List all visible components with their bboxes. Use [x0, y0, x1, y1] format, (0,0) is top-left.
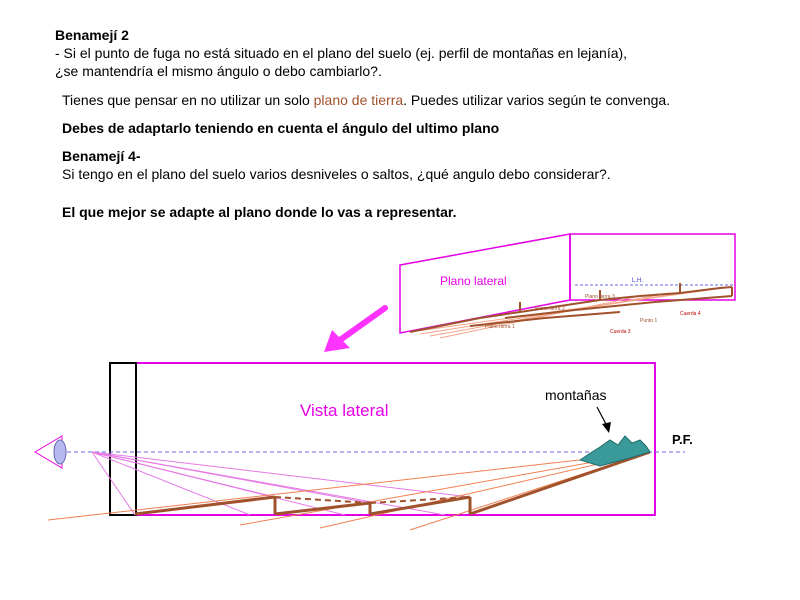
mountains-shape [580, 436, 650, 466]
main-lateral-view [35, 363, 693, 530]
montanas-arrowhead [602, 422, 611, 433]
eye-icon [54, 440, 66, 464]
answer-1-highlight: plano de tierra [313, 92, 404, 108]
pointer-arrow [324, 308, 385, 352]
answer-1b: Debes de adaptarlo teniendo en cuenta el ángulo del ultimo plano [62, 120, 500, 136]
question-1-line-2: ¿se mantendría el mismo ángulo o debo cambiarlo?. [55, 63, 382, 79]
vista-lateral-label: Vista lateral [300, 401, 389, 420]
svg-text:Plano tierra 1: Plano tierra 1 [485, 324, 515, 330]
answer-1-before: Tienes que pensar en no utilizar un solo [62, 92, 314, 108]
title-benameji-2: Benamejí 2 [55, 27, 129, 43]
small-perspective-diagram [400, 234, 735, 338]
stepped-ground [135, 452, 650, 514]
picture-plane [110, 363, 136, 515]
small-lh-label: L.H. [632, 278, 644, 284]
svg-text:Punto 1: Punto 1 [640, 318, 658, 324]
svg-text:Cuerda 3: Cuerda 3 [610, 329, 631, 335]
answer-2: El que mejor se adapte al plano donde lo vas a representar. [62, 204, 457, 220]
svg-text:Plano tierra 3: Plano tierra 3 [585, 294, 615, 300]
svg-text:Plano tierra 2: Plano tierra 2 [535, 306, 565, 312]
svg-text:Cuerda 4: Cuerda 4 [680, 311, 701, 317]
question-1-line-1: - Si el punto de fuga no está situado en el plano del suelo (ej. perfil de montañas en lejanía), [55, 45, 628, 61]
montanas-pointer [597, 407, 607, 426]
title-benameji-4: Benamejí 4- [62, 148, 141, 164]
plano-lateral-label: Plano lateral [440, 274, 507, 288]
pf-label: P.F. [672, 432, 693, 447]
question-2: Si tengo en el plano del suelo varios desniveles o saltos, ¿qué angulo debo considerar?. [62, 166, 611, 182]
answer-1-after: . Puedes utilizar varios según te convenga. [403, 92, 671, 108]
montanas-label: montañas [545, 387, 607, 403]
small-steps [410, 283, 732, 332]
